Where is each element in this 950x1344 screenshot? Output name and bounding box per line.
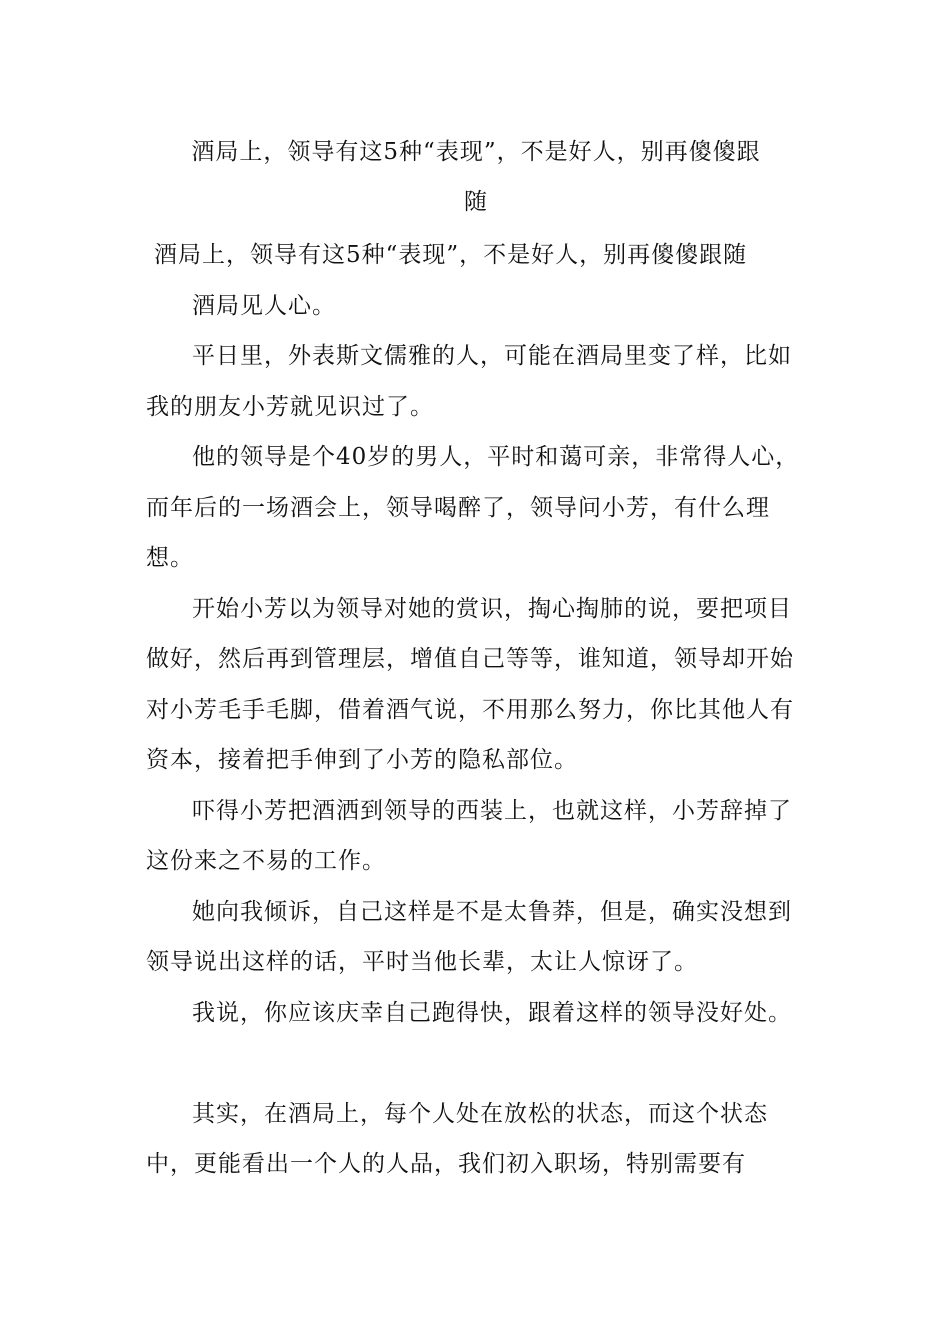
- paragraph: 平日里，外表斯文儒雅的人，可能在酒局里变了样，比如我的朋友小芳就见识过了。: [146, 343, 792, 420]
- document-title-line-2: 随: [464, 189, 488, 215]
- paragraph: 吓得小芳把酒洒到领导的西装上，也就这样，小芳辞掉了这份来之不易的工作。: [146, 797, 792, 874]
- document-title-line-1: 酒局上，领导有这5种“表现”，不是好人，别再傻傻跟: [191, 139, 761, 165]
- document-body: [146, 230, 811, 1190]
- paragraph: 酒局见人心。: [192, 292, 336, 319]
- paragraph: 她向我倾诉，自己这样是不是太鲁莽，但是，确实没想到领导说出这样的话，平时当他长辈，太让人惊讶了。: [146, 898, 792, 975]
- repeated-title-paragraph: 酒局上，领导有这5种“表现”，不是好人，别再傻傻跟随: [154, 242, 748, 268]
- paragraph: 开始小芳以为领导对她的赏识，掏心掏肺的说，要把项目做好，然后再到管理层，增值自己等等，谁知道，领导却开始对小芳毛手毛脚，借着酒气说，不用那么努力，你比其他人有资本，接着把手伸到了小芳的隐私部位。: [146, 595, 794, 773]
- paragraph: 他的领导是个40岁的男人，平时和蔼可亲，非常得人心，而年后的一场酒会上，领导喝醉了，领导问小芳，有什么理想。: [146, 444, 800, 571]
- blank-line: [146, 1038, 811, 1089]
- paragraph: 我说，你应该庆幸自己跑得快，跟着这样的领导没好处。: [192, 999, 792, 1026]
- paragraph: 其实，在酒局上，每个人处在放松的状态，而这个状态中，更能看出一个人的人品，我们初入职场，特别需要有: [146, 1100, 768, 1177]
